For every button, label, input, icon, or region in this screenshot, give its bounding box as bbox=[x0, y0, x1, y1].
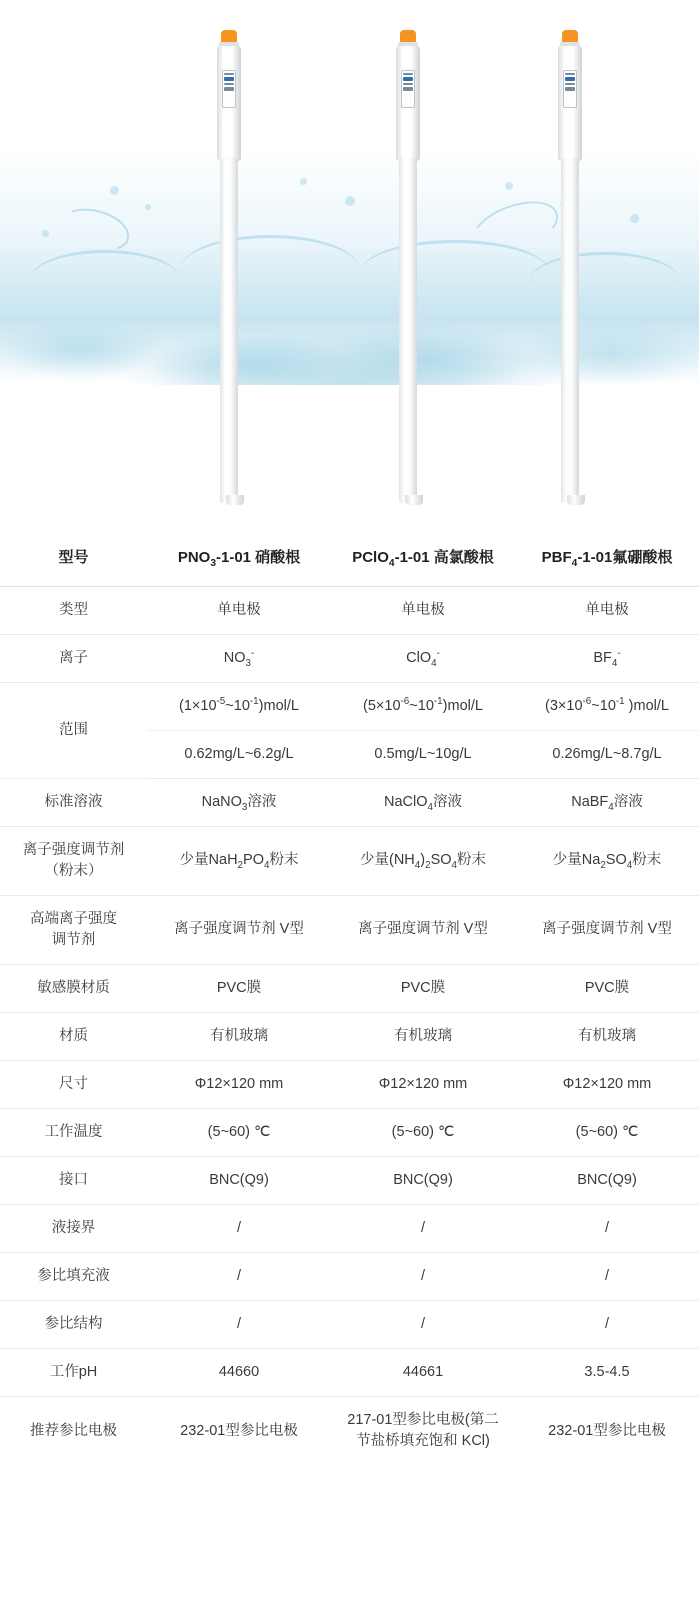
probe-label-icon bbox=[222, 70, 236, 108]
cell-text: ~10 bbox=[225, 697, 250, 714]
cell-subscript: 2 bbox=[600, 860, 606, 872]
cell-text: 溶液 bbox=[433, 793, 462, 810]
cell-value bbox=[147, 778, 331, 826]
cell-value: 0.62mg/L~6.2g/L bbox=[147, 730, 331, 778]
cell-subscript: 4 bbox=[427, 801, 433, 813]
cell-value: / bbox=[515, 1204, 699, 1252]
probe-label-icon bbox=[401, 70, 415, 108]
cell-value: / bbox=[331, 1252, 515, 1300]
cell-text-line: 节盐桥填充饱和 KCl) bbox=[356, 1433, 490, 1450]
cell-value: 3.5-4.5 bbox=[515, 1349, 699, 1397]
table-row bbox=[0, 1301, 699, 1349]
table-row bbox=[0, 826, 699, 895]
cell-subscript: 4 bbox=[451, 860, 458, 872]
splash-crest-icon bbox=[180, 235, 360, 305]
cell-value: BNC(Q9) bbox=[147, 1156, 331, 1204]
cell-subscript: 3 bbox=[245, 657, 251, 669]
cell-value bbox=[515, 778, 699, 826]
row-label: 参比填充液 bbox=[0, 1252, 147, 1300]
cell-value: 离子强度调节剂 V型 bbox=[515, 895, 699, 964]
cell-value bbox=[147, 826, 331, 895]
table-row bbox=[0, 682, 699, 730]
cell-subscript: 3 bbox=[241, 801, 248, 813]
probe-tip bbox=[226, 495, 244, 505]
row-label: 类型 bbox=[0, 586, 147, 634]
table-row bbox=[0, 1156, 699, 1204]
cell-value: / bbox=[515, 1301, 699, 1349]
electrode-probe bbox=[214, 30, 244, 500]
header-text: -1-01 高氯酸根 bbox=[394, 549, 494, 566]
cell-value bbox=[331, 778, 515, 826]
cell-text-line: 217-01型参比电极(第二 bbox=[347, 1412, 499, 1429]
row-label: 工作温度 bbox=[0, 1108, 147, 1156]
row-label: 尺寸 bbox=[0, 1060, 147, 1108]
cell-text: PO bbox=[243, 852, 264, 869]
header-text: PClO bbox=[352, 549, 389, 566]
cell-text: 溶液 bbox=[613, 793, 643, 810]
cell-text: ) bbox=[420, 852, 426, 869]
cell-value bbox=[331, 682, 515, 730]
cell-superscript: -1 bbox=[249, 695, 259, 707]
cell-value: 232-01型参比电极 bbox=[180, 1422, 298, 1439]
cell-value bbox=[515, 682, 699, 730]
cell-value: / bbox=[147, 1204, 331, 1252]
cell-value: 44661 bbox=[331, 1349, 515, 1397]
cell-text: (5×10 bbox=[363, 697, 401, 714]
cell-value: Φ12×120 mm bbox=[331, 1060, 515, 1108]
cell-value: BNC(Q9) bbox=[515, 1156, 699, 1204]
probe-tip bbox=[405, 495, 423, 505]
cell-value: 0.26mg/L~8.7g/L bbox=[515, 730, 699, 778]
cell-superscript: - bbox=[250, 647, 255, 659]
cell-value: 单电极 bbox=[331, 586, 515, 634]
water-droplet-icon bbox=[42, 230, 49, 237]
probe-shaft bbox=[220, 158, 238, 503]
cell-value: 232-01型参比电极 bbox=[548, 1422, 666, 1439]
cell-text: )mol/L bbox=[624, 697, 669, 714]
cell-value bbox=[331, 826, 515, 895]
table-row bbox=[0, 1060, 699, 1108]
cell-value: PVC膜 bbox=[331, 964, 515, 1012]
cell-value: / bbox=[331, 1301, 515, 1349]
table-row bbox=[0, 634, 699, 682]
cell-value: / bbox=[147, 1252, 331, 1300]
cell-value bbox=[515, 826, 699, 895]
row-label: 接口 bbox=[0, 1156, 147, 1204]
header-model-pclo4 bbox=[331, 530, 515, 586]
table-row bbox=[0, 895, 699, 964]
cell-text: )mol/L bbox=[258, 697, 299, 714]
cell-text: (3×10 bbox=[545, 697, 583, 714]
cell-value bbox=[515, 634, 699, 682]
cell-text: ~10 bbox=[591, 697, 616, 714]
row-label-line: 高端离子强度 bbox=[30, 910, 117, 927]
cell-value: (5~60) ℃ bbox=[331, 1108, 515, 1156]
cell-value: 单电极 bbox=[515, 586, 699, 634]
cell-value: / bbox=[147, 1301, 331, 1349]
hero-product-image bbox=[0, 0, 699, 530]
water-droplet-icon bbox=[110, 186, 119, 195]
cell-value: / bbox=[515, 1252, 699, 1300]
specification-table bbox=[0, 530, 699, 1465]
cell-value: / bbox=[331, 1204, 515, 1252]
cell-subscript: 2 bbox=[425, 860, 431, 872]
probe-label-icon bbox=[563, 70, 577, 108]
cell-text: ~10 bbox=[409, 697, 434, 714]
cell-superscript: - bbox=[617, 647, 621, 659]
header-text: PBF bbox=[541, 549, 572, 566]
table-header-row bbox=[0, 530, 699, 586]
cell-text: SO bbox=[605, 852, 627, 869]
cell-superscript: -1 bbox=[615, 695, 625, 707]
header-model-pno3 bbox=[147, 530, 331, 586]
water-droplet-icon bbox=[505, 182, 513, 190]
row-label: 液接界 bbox=[0, 1204, 147, 1252]
cell-text: 少量NaH bbox=[179, 852, 238, 869]
cell-text: 少量(NH bbox=[359, 852, 415, 869]
row-label: 推荐参比电极 bbox=[30, 1422, 117, 1439]
row-label-line: （粉末） bbox=[44, 862, 103, 879]
cell-value: 有机玻璃 bbox=[147, 1012, 331, 1060]
cell-subscript: 4 bbox=[608, 801, 614, 813]
cell-value: 单电极 bbox=[147, 586, 331, 634]
cell-subscript: 4 bbox=[626, 860, 633, 872]
table-row bbox=[0, 1397, 699, 1466]
table-row bbox=[0, 964, 699, 1012]
cell-text: )mol/L bbox=[442, 697, 483, 714]
row-label: 范围 bbox=[0, 682, 147, 778]
row-label-line: 调节剂 bbox=[51, 931, 96, 948]
table-row bbox=[0, 778, 699, 826]
row-label bbox=[0, 895, 147, 964]
cell-value bbox=[331, 634, 515, 682]
cell-superscript: - bbox=[436, 647, 440, 659]
cell-text: 粉末 bbox=[269, 852, 299, 869]
cell-superscript: -1 bbox=[433, 695, 443, 707]
water-droplet-icon bbox=[300, 178, 307, 185]
cell-text: 少量Na bbox=[552, 852, 601, 869]
row-label: 标准溶液 bbox=[0, 778, 147, 826]
cell-value: BNC(Q9) bbox=[331, 1156, 515, 1204]
water-droplet-icon bbox=[145, 204, 151, 210]
cell-value: (5~60) ℃ bbox=[515, 1108, 699, 1156]
cell-text: NaNO bbox=[201, 793, 242, 810]
cell-text: (1×10 bbox=[179, 697, 217, 714]
row-label bbox=[0, 826, 147, 895]
cell-text: NO bbox=[223, 649, 246, 666]
cell-value: 44660 bbox=[147, 1349, 331, 1397]
cell-value: 有机玻璃 bbox=[515, 1012, 699, 1060]
cell-subscript: 4 bbox=[414, 860, 421, 872]
cell-text: 粉末 bbox=[457, 852, 487, 869]
splash-crest-icon bbox=[30, 250, 180, 310]
table-row bbox=[0, 1252, 699, 1300]
cell-value: PVC膜 bbox=[147, 964, 331, 1012]
header-text: -1-01氟硼酸根 bbox=[577, 549, 673, 566]
electrode-probe bbox=[393, 30, 423, 500]
cell-value: (5~60) ℃ bbox=[147, 1108, 331, 1156]
cell-superscript: -6 bbox=[582, 695, 592, 707]
cell-subscript: 4 bbox=[263, 860, 270, 872]
cell-value: 有机玻璃 bbox=[331, 1012, 515, 1060]
cell-text: NaClO bbox=[384, 793, 428, 810]
cell-superscript: -5 bbox=[216, 695, 226, 707]
table-row bbox=[0, 1108, 699, 1156]
table-row bbox=[0, 586, 699, 634]
cell-text: SO bbox=[430, 852, 452, 869]
row-label-line: 离子强度调节剂 bbox=[22, 841, 125, 858]
probe-tip bbox=[567, 495, 585, 505]
cell-value: 离子强度调节剂 V型 bbox=[331, 895, 515, 964]
row-label: 参比结构 bbox=[0, 1301, 147, 1349]
header-subscript: 4 bbox=[571, 558, 578, 569]
splash-crest-icon bbox=[530, 252, 680, 310]
cell-superscript: -6 bbox=[400, 695, 410, 707]
water-droplet-icon bbox=[630, 214, 639, 223]
cell-text: NaBF bbox=[571, 793, 609, 810]
table-row bbox=[0, 1349, 699, 1397]
row-label: 材质 bbox=[0, 1012, 147, 1060]
cell-value bbox=[147, 634, 331, 682]
cell-text: BF bbox=[593, 649, 612, 666]
row-label: 敏感膜材质 bbox=[0, 964, 147, 1012]
water-droplet-icon bbox=[345, 196, 355, 206]
row-label: 离子 bbox=[0, 634, 147, 682]
header-subscript: 4 bbox=[388, 558, 395, 569]
cell-text: 溶液 bbox=[247, 793, 277, 810]
cell-value: Φ12×120 mm bbox=[515, 1060, 699, 1108]
cell-value: Φ12×120 mm bbox=[147, 1060, 331, 1108]
cell-text: 粉末 bbox=[632, 852, 662, 869]
cell-subscript: 4 bbox=[611, 657, 618, 669]
header-text: PNO bbox=[177, 549, 211, 566]
cell-value bbox=[147, 682, 331, 730]
cell-value: 0.5mg/L~10g/L bbox=[331, 730, 515, 778]
probe-shaft bbox=[561, 158, 579, 503]
header-model-pbf4 bbox=[515, 530, 699, 586]
table-row bbox=[0, 1012, 699, 1060]
electrode-probe bbox=[555, 30, 585, 500]
cell-value: PVC膜 bbox=[515, 964, 699, 1012]
cell-value bbox=[331, 1397, 515, 1466]
table-row bbox=[0, 1204, 699, 1252]
header-subscript: 3 bbox=[210, 558, 216, 569]
cell-text: ClO bbox=[406, 649, 432, 666]
cell-value: 离子强度调节剂 V型 bbox=[147, 895, 331, 964]
probe-shaft bbox=[399, 158, 417, 503]
header-model-label: 型号 bbox=[0, 530, 147, 586]
header-text: -1-01 硝酸根 bbox=[216, 549, 301, 566]
row-label: 工作pH bbox=[0, 1349, 147, 1397]
cell-subscript: 2 bbox=[237, 860, 244, 872]
cell-subscript: 4 bbox=[431, 657, 437, 669]
